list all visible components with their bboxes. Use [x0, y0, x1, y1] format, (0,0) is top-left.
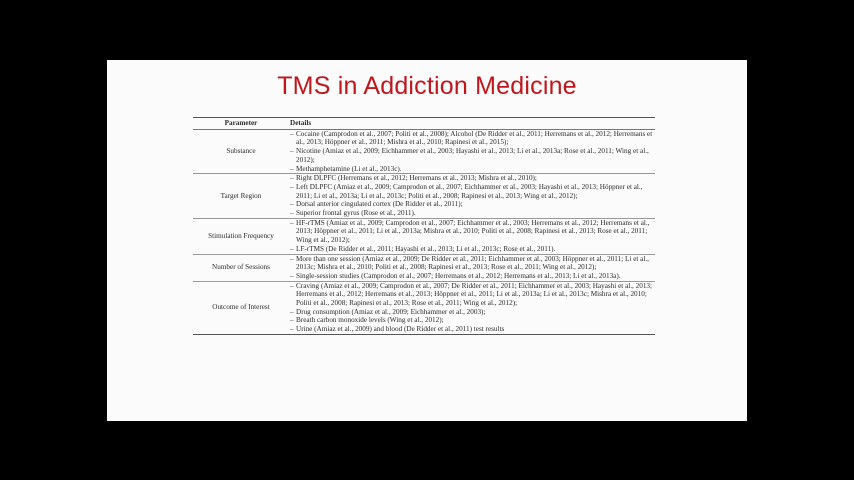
dash-bullet: –	[290, 209, 294, 218]
dash-bullet: –	[290, 307, 294, 316]
dash-bullet: –	[290, 129, 294, 138]
detail-text: Right DLPFC (Herremans et al., 2012; Herremans et al., 2013; Mishra et al., 2010);	[296, 174, 537, 183]
dash-bullet: –	[290, 254, 294, 263]
table-row	[193, 282, 655, 334]
detail-item	[290, 130, 655, 147]
detail-item	[290, 316, 655, 325]
detail-text: LF-rTMS (De Ridder et al., 2011; Hayashi et al., 2013; Li et al., 2013c; Rose et al., 2011).	[296, 244, 556, 253]
detail-text: Dorsal anterior cingulated cortex (De Ridder et al., 2011);	[296, 200, 463, 209]
detail-item	[290, 200, 655, 209]
detail-item	[290, 245, 655, 254]
details-cell	[289, 255, 655, 281]
dash-bullet: –	[290, 218, 294, 227]
slide-title: TMS in Addiction Medicine	[277, 72, 577, 100]
detail-item	[290, 174, 655, 183]
table-row	[193, 255, 655, 282]
dash-bullet: –	[290, 244, 294, 253]
detail-text: Single-session studies (Camprodon et al., 2007; Herremans et al., 2012; Herremans et al., 2013; Li et al., 2013a).	[296, 271, 621, 280]
detail-item	[290, 282, 655, 308]
dash-bullet: –	[290, 281, 294, 290]
details-cell	[289, 282, 655, 334]
detail-text: Methamphetamine (Li et al., 2013c).	[296, 164, 402, 173]
details-cell	[289, 130, 655, 174]
detail-item	[290, 147, 655, 164]
header-parameter: Parameter	[224, 119, 258, 127]
dash-bullet: –	[290, 182, 294, 191]
dash-bullet: –	[290, 164, 294, 173]
details-cell	[289, 219, 655, 254]
detail-text: Urine (Amiaz et al., 2009) and blood (De Ridder et al., 2011) test results	[296, 325, 505, 334]
table-body	[193, 130, 655, 334]
parameter-cell: Stimulation Frequency	[208, 231, 274, 240]
detail-text: HF-rTMS (Amiaz et al., 2009; Camprodon et al., 2007; Eichhammer et al., 2003; Herremans et al., 2012; Herremans et al., 2013; Höppner et al., 2011; Li et al., 2013a; Mishra et al., 2010; Politi et al., 2008; Rapinesi et al., 2013; Rose et al., 2011; Wing et al., 2012);	[296, 218, 650, 245]
detail-text: Drug consumption (Amiaz et al., 2009; Eichhammer et al., 2003);	[296, 307, 486, 316]
detail-item	[290, 255, 655, 272]
detail-item	[290, 219, 655, 245]
detail-text: Superior frontal gyrus (Rose et al., 2011).	[296, 209, 416, 218]
details-cell	[289, 174, 655, 218]
detail-item	[290, 308, 655, 317]
table-row	[193, 174, 655, 219]
detail-text: Left DLPFC (Amiaz et al., 2009; Camprodon et al., 2007; Eichhammer et al., 2003; Hayashi et al., 2013; Höppner et al., 2011; Li et al., 2013a; Li et al., 2013c; Politi et al., 2008; Rapinesi et al., 2013; Wing et al., 2012);	[296, 182, 643, 200]
parameter-cell: Outcome of Interest	[212, 303, 270, 312]
detail-text: Nicotine (Amiaz et al., 2009; Eichhammer et al., 2003; Hayashi et al., 2013; Li et al., 2013a; Rose et al., 2011; Wing et al., 2012);	[296, 147, 649, 164]
dash-bullet: –	[290, 174, 294, 183]
table-row	[193, 130, 655, 175]
parameter-cell: Number of Sessions	[212, 263, 270, 272]
dash-bullet: –	[290, 271, 294, 280]
parameters-table	[193, 117, 655, 335]
detail-text: Craving (Amiaz et al., 2009; Camprodon et al., 2007; De Ridder et al., 2011; Eichhammer et al., 2003; Hayashi et al., 2013; Herremans et al., 2012; Herremans et al., 2013; Höppner et al., 2011; Li et al., 2013a; Li et al., 2013c; Mishra et al., 2010; Politi et al., 2008; Rapinesi et al., 2013; Rose et al., 2011; Wing et al., 2012);	[296, 281, 653, 308]
slide	[107, 60, 747, 421]
header-details: Details	[290, 119, 312, 127]
detail-item	[290, 272, 655, 281]
detail-text: More than one session (Amiaz et al., 2009; De Ridder et al., 2011; Eichhammer et al., 2003; Höppner et al., 2011; Li et al., 2013c; Mishra et al., 2010; Politi et al., 2008; Rapinesi et al., 2013; Rose et al., 2011; Wing et al., 2012);	[296, 254, 649, 272]
dash-bullet: –	[290, 147, 294, 156]
parameter-cell: Substance	[226, 147, 256, 156]
detail-item	[290, 183, 655, 200]
detail-item	[290, 325, 655, 334]
detail-item	[290, 209, 655, 218]
parameter-cell: Target Region	[220, 191, 262, 200]
table-header	[193, 118, 655, 130]
table-row	[193, 219, 655, 255]
dash-bullet: –	[290, 316, 294, 325]
detail-item	[290, 165, 655, 174]
detail-text: Breath carbon monoxide levels (Wing et al., 2012);	[296, 316, 444, 325]
dash-bullet: –	[290, 325, 294, 334]
dash-bullet: –	[290, 200, 294, 209]
detail-text: Cocaine (Camprodon et al., 2007; Politi et al., 2008); Alcohol (De Ridder et al., 2011; Herremans et al., 2012; Herremans et al., 2013; Höppner et al., 2011; Mishra et al., 2010; Rapinesi et al., 2015);	[296, 129, 653, 147]
